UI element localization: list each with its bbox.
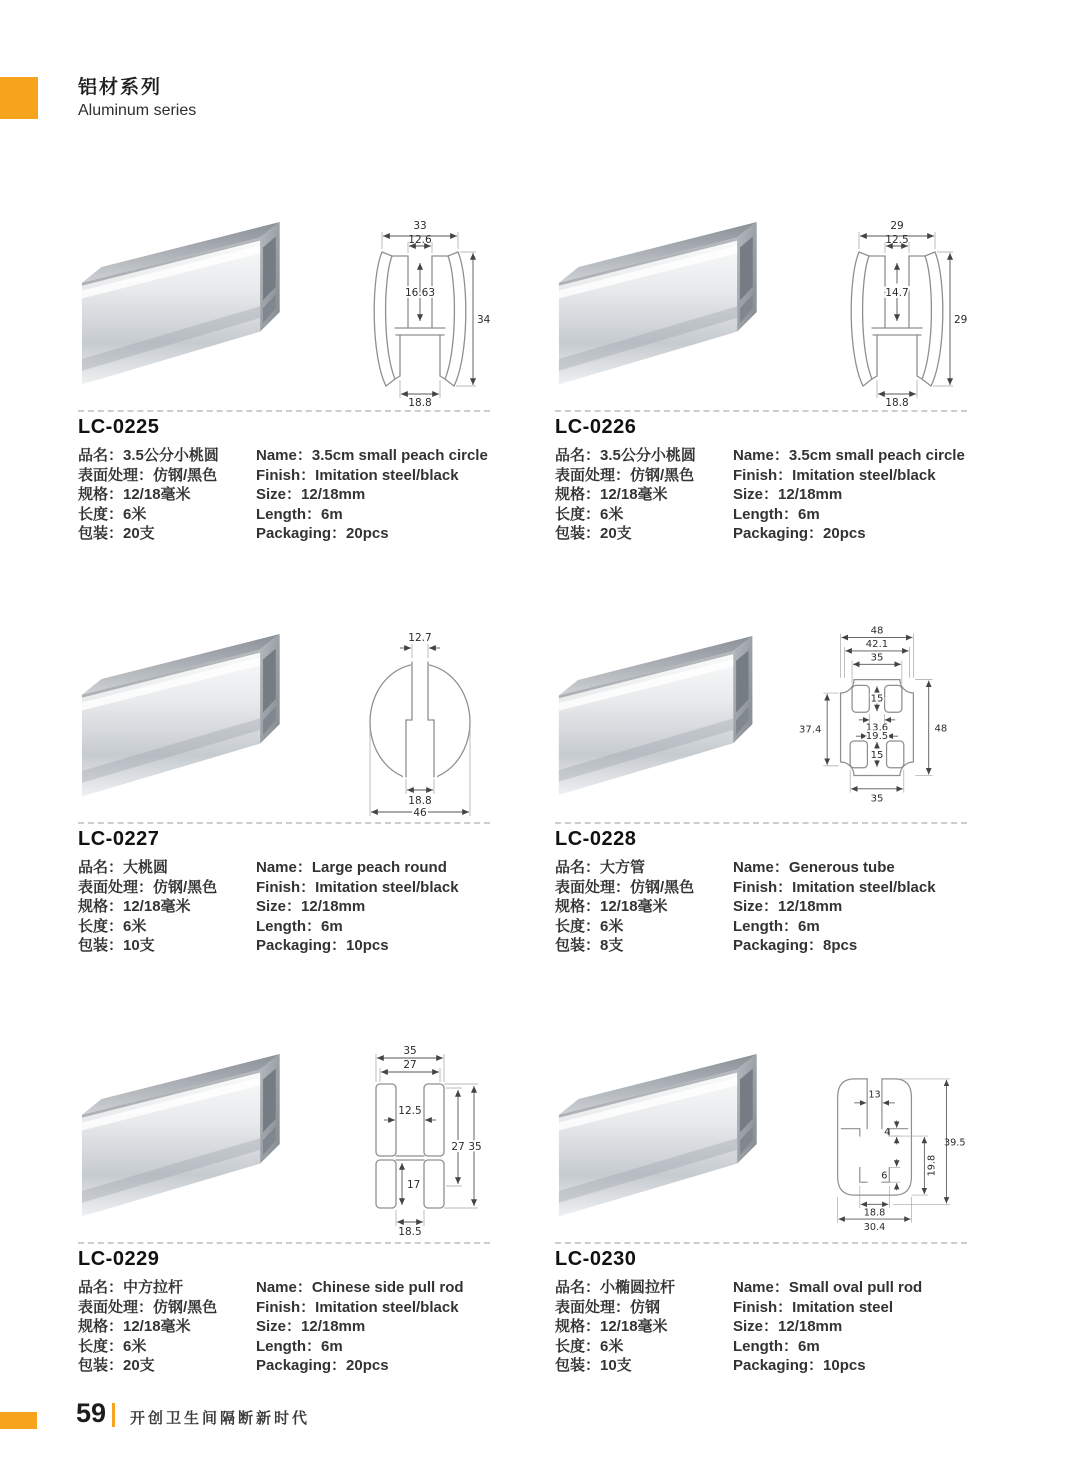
dim-label: 18.8	[408, 795, 432, 807]
dim-label: 30.4	[863, 1222, 886, 1232]
product-card	[78, 210, 490, 544]
dashed-separator	[78, 1242, 490, 1244]
dim-label: 27	[403, 1059, 417, 1071]
dim-label: 39.5	[944, 1137, 966, 1149]
figure-row	[555, 1042, 967, 1242]
dim-label: 18.8	[408, 397, 432, 408]
page-header	[78, 72, 196, 120]
dim-label: 48	[934, 723, 948, 735]
product-code: LC-0229	[78, 1248, 160, 1270]
footer-accent-bar	[0, 1412, 37, 1429]
figure-row	[78, 210, 490, 410]
footer-divider	[112, 1403, 115, 1427]
product-card	[78, 622, 490, 956]
spec-line: Finish：Imitation steel/black	[256, 878, 459, 896]
product-code: LC-0230	[555, 1248, 637, 1270]
spec-line: Size：12/18mm	[256, 486, 366, 503]
dim-label: 18.5	[398, 1226, 422, 1238]
product-photo-image	[78, 634, 313, 820]
spec-line: Finish：Imitation steel/black	[733, 466, 936, 484]
dashed-separator	[78, 822, 490, 824]
product-card	[555, 1042, 967, 1376]
spec-line: 长度：6米	[78, 917, 147, 935]
dim-label: 35	[870, 652, 884, 664]
technical-drawing	[785, 622, 967, 812]
dim-label: 27	[451, 1141, 465, 1153]
spec-line: 规格：12/18毫米	[555, 1318, 668, 1335]
figure-row	[78, 1042, 490, 1242]
spec-table	[78, 446, 490, 544]
spec-line: Packaging：20pcs	[256, 525, 389, 542]
spec-line: 包装：10支	[78, 937, 155, 954]
spec-line: Length：6m	[733, 505, 820, 523]
spec-line: 规格：12/18毫米	[78, 486, 191, 503]
dim-label: 6	[881, 1170, 888, 1182]
dim-label: 19.5	[865, 731, 889, 743]
technical-drawing	[340, 216, 490, 408]
spec-table	[555, 1278, 967, 1376]
spec-line: Finish：Imitation steel/black	[733, 878, 936, 896]
spec-line: Packaging：8pcs	[733, 937, 858, 954]
dim-label: 46	[413, 807, 427, 819]
dashed-separator	[78, 410, 490, 412]
spec-line: 长度：6米	[555, 917, 624, 935]
spec-line: 规格：12/18毫米	[78, 1318, 191, 1335]
dim-label: 18.8	[885, 397, 909, 408]
spec-line: 规格：12/18毫米	[555, 486, 668, 503]
spec-line: Length：6m	[256, 917, 343, 935]
spec-line: 品名：大方管	[555, 859, 646, 876]
spec-table	[78, 1278, 490, 1376]
spec-line: 长度：6米	[555, 505, 624, 523]
spec-line: 包装：10支	[555, 1357, 632, 1374]
technical-drawing	[817, 216, 967, 408]
product-photo-image	[78, 1054, 313, 1240]
spec-line: Name：Small oval pull rod	[733, 1279, 923, 1296]
dim-label: 18.8	[863, 1207, 886, 1219]
spec-table	[555, 446, 967, 544]
product-code: LC-0225	[78, 416, 160, 438]
spec-line: 包装：20支	[78, 1357, 155, 1374]
spec-line: Size：12/18mm	[733, 1318, 843, 1335]
product-code: LC-0226	[555, 416, 637, 438]
technical-drawing	[795, 1042, 967, 1232]
dim-label: 42.1	[865, 639, 889, 651]
spec-line: 包装：20支	[555, 525, 632, 542]
footer-slogan: 开创卫生间隔断新时代	[130, 1410, 311, 1427]
dashed-separator	[555, 822, 967, 824]
spec-line: 品名：3.5公分小桃圆	[555, 447, 696, 464]
spec-line: 表面处理：仿钢/黑色	[78, 878, 218, 896]
dim-label: 13.6	[865, 722, 889, 734]
spec-line: Finish：Imitation steel	[733, 1298, 894, 1316]
spec-line: Length：6m	[733, 917, 820, 935]
spec-line: Name：3.5cm small peach circle	[733, 447, 965, 464]
dim-label: 33	[413, 220, 427, 232]
dim-label: 29	[954, 314, 967, 326]
dim-label: 15	[870, 693, 884, 705]
spec-line: Packaging：20pcs	[256, 1357, 389, 1374]
product-photo-image	[555, 634, 785, 820]
product-card	[555, 210, 967, 544]
product-photo-image	[555, 1054, 790, 1240]
spec-line: 长度：6米	[555, 1337, 624, 1355]
spec-line: Length：6m	[256, 505, 343, 523]
product-code: LC-0227	[78, 828, 160, 850]
product-code: LC-0228	[555, 828, 637, 850]
figure-row	[555, 622, 967, 822]
spec-line: Name：Large peach round	[256, 859, 447, 876]
figure-row	[555, 210, 967, 410]
series-title-cn: 铝材系列	[78, 77, 163, 98]
spec-line: Name：Generous tube	[733, 859, 895, 876]
spec-table	[78, 858, 490, 956]
dim-label: 15	[870, 750, 884, 762]
product-photo-image	[78, 222, 313, 408]
spec-line: 表面处理：仿钢/黑色	[78, 466, 218, 484]
dim-label: 12.5	[398, 1105, 422, 1117]
dim-label: 12.5	[885, 234, 909, 246]
dim-label: 12.7	[408, 632, 432, 644]
product-card	[555, 622, 967, 956]
series-title-en: Aluminum series	[78, 102, 197, 119]
technical-drawing	[330, 1042, 490, 1238]
spec-line: 包装：20支	[78, 525, 155, 542]
dim-label: 35	[403, 1045, 417, 1057]
accent-square	[0, 77, 38, 119]
dim-label: 35	[870, 793, 884, 805]
spec-line: 品名：中方拉杆	[78, 1279, 184, 1296]
spec-line: Packaging：10pcs	[733, 1357, 866, 1374]
page-number: 59	[76, 1398, 107, 1428]
spec-line: 品名：3.5公分小桃圆	[78, 447, 219, 464]
dim-label: 12.6	[408, 234, 432, 246]
dim-label: 35	[468, 1141, 482, 1153]
spec-table	[555, 858, 967, 956]
dim-label: 48	[870, 625, 884, 637]
spec-line: Packaging：20pcs	[733, 525, 866, 542]
dim-label: 14.7	[885, 287, 909, 299]
spec-line: Length：6m	[733, 1337, 820, 1355]
spec-line: 长度：6米	[78, 1337, 147, 1355]
spec-line: 规格：12/18毫米	[78, 898, 191, 915]
dim-label: 29	[890, 220, 904, 232]
dim-label: 34	[477, 314, 490, 326]
spec-line: Finish：Imitation steel/black	[256, 466, 459, 484]
spec-line: 表面处理：仿钢/黑色	[78, 1298, 218, 1316]
spec-line: Packaging：10pcs	[256, 937, 389, 954]
spec-line: Length：6m	[256, 1337, 343, 1355]
spec-line: Size：12/18mm	[733, 486, 843, 503]
spec-line: 规格：12/18毫米	[555, 898, 668, 915]
dashed-separator	[555, 1242, 967, 1244]
dim-label: 17	[407, 1179, 421, 1191]
spec-line: 表面处理：仿钢/黑色	[555, 878, 695, 896]
dim-label: 37.4	[799, 724, 822, 736]
spec-line: Finish：Imitation steel/black	[256, 1298, 459, 1316]
spec-line: Size：12/18mm	[733, 898, 843, 915]
dim-label: 16.63	[404, 287, 436, 299]
spec-line: 包装：8支	[555, 937, 624, 954]
spec-line: 品名：小椭圆拉杆	[555, 1279, 676, 1296]
figure-row	[78, 622, 490, 822]
technical-drawing	[340, 624, 490, 820]
dim-label: 13	[868, 1089, 881, 1101]
dashed-separator	[555, 410, 967, 412]
spec-line: 表面处理：仿钢/黑色	[555, 466, 695, 484]
product-photo-image	[555, 222, 790, 408]
spec-line: 品名：大桃圆	[78, 859, 169, 876]
spec-line: Size：12/18mm	[256, 1318, 366, 1335]
product-card	[78, 1042, 490, 1376]
spec-line: 长度：6米	[78, 505, 147, 523]
dim-label: 4	[884, 1127, 891, 1139]
dim-label: 19.8	[926, 1154, 938, 1177]
spec-line: Name：Chinese side pull rod	[256, 1279, 464, 1296]
spec-line: Name：3.5cm small peach circle	[256, 447, 488, 464]
spec-line: 表面处理：仿钢	[555, 1298, 661, 1316]
spec-line: Size：12/18mm	[256, 898, 366, 915]
